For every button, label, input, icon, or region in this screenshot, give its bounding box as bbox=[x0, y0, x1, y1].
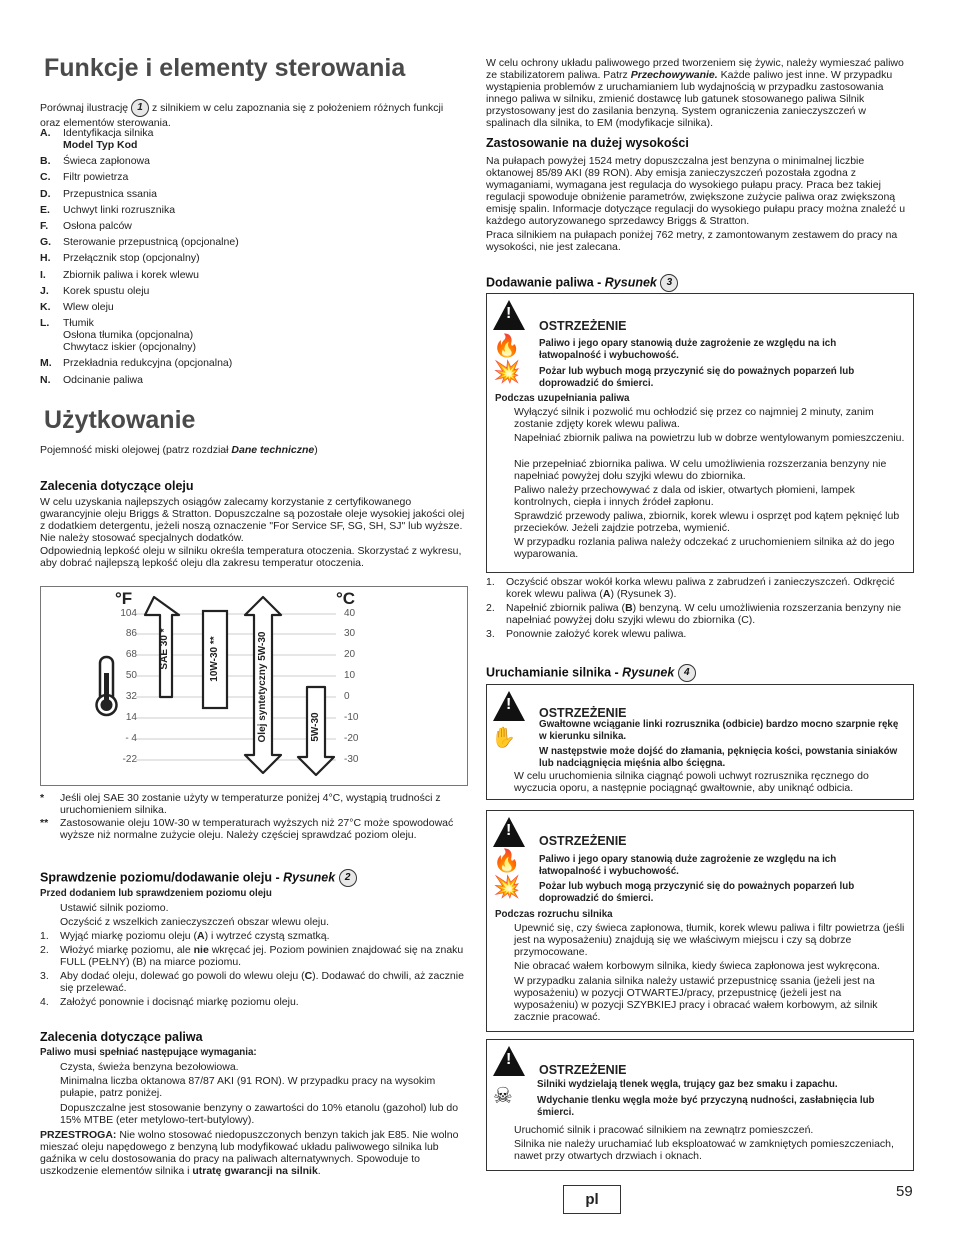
fuel-caution: PRZESTROGA: Nie wolno stosować niedopuszczonych benzyn takich jak E85. Nie wolno mieszać oleju napędowego z benzyną lub modyfikować układu paliwowego silnika lub gaźnika w celu dostosowania do pracy na paliwach alternatywnych. Spowoduje to uszkodzenie elementów silnika i utratę gwarancji na silnik. bbox=[40, 1129, 459, 1177]
warning-item: Silnika nie należy uruchamiać lub eksploatować w zamkniętych pomieszczeniach, nawet przy otwartych drzwiach i oknach. bbox=[514, 1138, 894, 1162]
warning-item: Napełniać zbiornik paliwa na powietrzu lub w dobrze wentylowanym pomieszczeniu. bbox=[514, 432, 905, 444]
warning-title: OSTRZEŻENIE bbox=[539, 1063, 627, 1077]
warning-item: Sprawdzić przewody paliwa, zbiornik, korek wlewu i osprzęt pod kątem pęknięć lub przecieków. Jeżeli zajdzie potrzeba, wymienić. bbox=[514, 510, 900, 534]
warning-box-starting bbox=[486, 810, 914, 1032]
warning-item: W celu uruchomienia silnika ciągnąć powoli uchwyt rozrusznika ręcznego do wyczucia oporu, a następnie pociągnąć gwałtownie, aby uniknąć odbicia. bbox=[514, 770, 869, 794]
oil-viscosity-chart bbox=[40, 586, 468, 786]
warning-item: Upewnić się, czy świeca zapłonowa, tłumik, korek wlewu paliwa i filtr powietrza (jeśli jest na wyposażeniu) znajdują się we właściwym miejscu i czy są dobrze przymocowane. bbox=[514, 922, 905, 958]
figure-ref-1: 1 bbox=[131, 99, 149, 117]
warning-title: OSTRZEŻENIE bbox=[539, 319, 627, 333]
w530-label: 5W-30 bbox=[310, 712, 321, 742]
sae30-label: SAE 30 * bbox=[159, 628, 170, 670]
section-title-controls: Funkcje i elementy sterowania bbox=[44, 54, 406, 82]
tick-label: 20 bbox=[344, 649, 356, 660]
fuel-item: Minimalna liczba oktanowa 87/87 AKI (91 RON). W przypadku pracy na wysokim pułapie, patrz poniżej. bbox=[60, 1075, 436, 1099]
oil-paragraph-1: W celu uzyskania najlepszych osiągów zalecamy korzystanie z certyfikowanego gwarancyjnie oleju Briggs & Stratton. Dopuszczalne są pozostałe oleje wysokiej jakości olej z dodatkiem detergentu, jeżeli noszą oznaczenie "For Service SF, SG, SH, SJ" lub wyższe. Nie należy stosować specjalnych dodatków. bbox=[40, 496, 465, 544]
warning-text: W następstwie może dojść do złamania, pęknięcia kości, powstania siniaków lub nadciągnięcia mięśnia albo ścięgna. bbox=[539, 746, 898, 769]
tick-label: 30 bbox=[344, 628, 356, 639]
tick-label: -20 bbox=[344, 733, 359, 744]
warning-item: Uruchomić silnik i pracować silnikiem na zewnątrz pomieszczeń. bbox=[514, 1124, 814, 1136]
warning-triangle-icon: ! bbox=[493, 1046, 525, 1076]
tick-label: 86 bbox=[125, 628, 137, 639]
fahrenheit-label: °F bbox=[115, 589, 133, 608]
warning-box-co bbox=[486, 1039, 914, 1171]
language-badge: pl bbox=[563, 1185, 621, 1214]
toxic-gas-icon: ☠ bbox=[493, 1083, 513, 1108]
page-number: 59 bbox=[896, 1183, 913, 1200]
warning-title: OSTRZEŻENIE bbox=[539, 834, 627, 848]
intro-text: Porównaj ilustrację 1 z silnikiem w celu zapoznania się z położeniem różnych funkcji oraz elementów sterowania. bbox=[40, 99, 468, 129]
warning-text: Wdychanie tlenku węgla może być przyczyną nudności, zasłabnięcia lub śmierci. bbox=[537, 1095, 875, 1118]
check-oil-item: Ustawić silnik poziomo. bbox=[60, 902, 169, 914]
warning-title: OSTRZEŻENIE bbox=[539, 706, 627, 720]
warning-subhead: Podczas uzupełniania paliwa bbox=[495, 393, 630, 404]
capacity-text: Pojemność miski olejowej (patrz rozdział Dane techniczne) bbox=[40, 444, 318, 456]
tick-label: 10 bbox=[344, 670, 356, 681]
warning-box-fuel bbox=[486, 293, 914, 573]
tick-label: - 4 bbox=[125, 733, 137, 744]
tick-label: 0 bbox=[344, 691, 350, 702]
w1030-label: 10W-30 ** bbox=[209, 636, 220, 682]
warning-item: Wyłączyć silnik i pozwolić mu ochłodzić się przez co najmniej 2 minuty, zanim zostanie zdjęty korek wlewu paliwa. bbox=[514, 406, 874, 430]
warning-text: Silniki wydzielają tlenek węgla, trujący gaz bez smaku i zapachu. bbox=[537, 1079, 838, 1090]
figure-ref-3: 3 bbox=[660, 274, 678, 292]
tick-label: -22 bbox=[122, 754, 137, 765]
explosion-icon: 💥 bbox=[493, 359, 521, 384]
fuel-item: Dopuszczalne jest stosowanie benzyny o zawartości do 10% etanolu (gazohol) lub do 15% MTBE (eter metylowo-tert-butylowy). bbox=[60, 1102, 459, 1126]
explosion-icon: 💥 bbox=[493, 874, 521, 899]
tick-label: 14 bbox=[125, 712, 137, 723]
warning-text: Pożar lub wybuch mogą przyczynić się do poważnych poparzeń lub doprowadzić do śmierci. bbox=[539, 366, 855, 389]
warning-item: Nie przepełniać zbiornika paliwa. W celu umożliwienia rozszerzania benzyny nie napełniać powyżej dołu szyjki wlewu do zbiornika. bbox=[514, 458, 887, 482]
fire-icon: 🔥 bbox=[493, 333, 521, 358]
celsius-label: °C bbox=[336, 589, 356, 608]
figure-ref-2: 2 bbox=[339, 869, 357, 887]
fuel-heading: Zalecenia dotyczące paliwa bbox=[40, 1030, 203, 1044]
tick-label: -10 bbox=[344, 712, 359, 723]
fuel-item: Czysta, świeża benzyna bezołowiowa. bbox=[60, 1061, 239, 1073]
check-oil-item: Oczyścić z wszelkich zanieczyszczeń obszar wlewu oleju. bbox=[60, 916, 330, 928]
start-engine-heading: Uruchamianie silnika - Rysunek 4 bbox=[486, 664, 696, 682]
section-title-usage: Użytkowanie bbox=[44, 406, 196, 434]
altitude-paragraph-2: Praca silnikiem na pułapach poniżej 762 metry, z zamontowanym zestawem do pracy na wysokości, nie jest zalecana. bbox=[486, 229, 898, 253]
warning-text: Paliwo i jego opary stanowią duże zagrożenie ze względu na ich łatwopalność i wybuchowość. bbox=[539, 338, 837, 361]
warning-text: Pożar lub wybuch mogą przyczynić się do poważnych poparzeń lub doprowadzić do śmierci. bbox=[539, 881, 855, 904]
tick-label: 68 bbox=[125, 649, 137, 660]
tick-label: 32 bbox=[125, 691, 137, 702]
warning-item: Paliwo należy przechowywać z dala od iskier, otwartych płomieni, lampek kontrolnych, ciepła i innych źródeł zapłonu. bbox=[514, 484, 855, 508]
fuel-subhead: Paliwo musi spełniać następujące wymagania: bbox=[40, 1047, 257, 1058]
figure-ref-4: 4 bbox=[678, 664, 696, 682]
warning-text: Paliwo i jego opary stanowią duże zagrożenie ze względu na ich łatwopalność i wybuchowość. bbox=[539, 854, 837, 877]
warning-subhead: Podczas rozruchu silnika bbox=[495, 909, 613, 920]
warning-box-kickback bbox=[486, 684, 914, 800]
tick-label: 40 bbox=[344, 608, 356, 619]
fuel-stabilizer-text: W celu ochrony układu paliwowego przed tworzeniem się żywic, należy wymieszać paliwo ze stabilizatorem paliwa. Patrz Przechowywanie. Każde paliwo jest inne. W przypadku wystąpienia problemów z uruchamianiem lub wydajnością w przypadku zastosowania innego paliwa w silniku, zmienić dostawcę lub gatunek stosowanego paliwa Silnik przystosowany jest do zasilania benzyną. System ograniczenia zanieczyszczeń w spalinach dla silnika, to EM (modyfikacje silnika). bbox=[486, 57, 904, 129]
oil-heading: Zalecenia dotyczące oleju bbox=[40, 479, 194, 493]
warning-item: Nie obracać wałem korbowym silnika, kiedy świeca zapłonowa jest wykręcona. bbox=[514, 960, 880, 972]
altitude-heading: Zastosowanie na dużej wysokości bbox=[486, 136, 689, 150]
hand-kickback-icon: ✋ bbox=[491, 727, 516, 749]
tick-label: 104 bbox=[120, 608, 137, 619]
warning-triangle-icon: ! bbox=[493, 817, 525, 847]
thermometer-icon bbox=[97, 657, 117, 715]
oil-paragraph-2: Odpowiednią lepkość oleju w silniku określa temperatura otoczenia. Skorzystać z wykresu, aby dobrać najlepszą lepkość oleju dla zakresu temperatur otoczenia. bbox=[40, 545, 462, 569]
warning-triangle-icon: ! bbox=[493, 691, 525, 721]
tick-label: 50 bbox=[125, 670, 137, 681]
fire-icon: 🔥 bbox=[493, 848, 521, 873]
check-oil-subhead: Przed dodaniem lub sprawdzeniem poziomu oleju bbox=[40, 888, 272, 899]
viscosity-chart-graphic bbox=[41, 587, 467, 785]
add-fuel-heading: Dodawanie paliwa - Rysunek 3 bbox=[486, 274, 678, 292]
altitude-paragraph-1: Na pułapach powyżej 1524 metry dopuszczalna jest benzyna o minimalnej liczbie oktanowej 85/89 AKI (89 RON). Aby emisja zanieczyszczeń pozostała zgodna z wymaganiami, wymagana jest regulacja do wysokiego pułapu pracy. Praca bez takiej regulacji spowoduje obniżenie parametrów, zwiększone zużycie paliwa oraz zwiększoną emisję spalin. Informacje dotyczące regulacji do wysokiego pułapu pracy można znaleźć u każdego autoryzowanego sprzedawcy Briggs & Stratton. bbox=[486, 155, 906, 227]
warning-text: Gwałtowne wciąganie linki rozrusznika (odbicie) bardzo mocno szarpnie rękę w kierunku silnika. bbox=[539, 719, 899, 742]
warning-item: W przypadku rozlania paliwa należy odczekać z uruchomieniem silnika aż do jego wyparowania. bbox=[514, 536, 895, 560]
synthetic-label: Olej syntetyczny 5W-30 bbox=[257, 631, 268, 743]
tick-label: -30 bbox=[344, 754, 359, 765]
check-oil-heading: Sprawdzenie poziomu/dodawanie oleju - Rysunek 2 bbox=[40, 869, 357, 887]
warning-item: W przypadku zalania silnika należy ustawić przepustnicę ssania (jeżeli jest na wyposażeniu) w pozycji OTWARTEJ/pracy, przepustnicę (jeżeli jest na wyposażeniu) w pozycji SZYBKIEJ pracy i obracać wałem korbowym, aż silnik zacznie pracować. bbox=[514, 975, 878, 1023]
warning-triangle-icon: ! bbox=[493, 300, 525, 330]
